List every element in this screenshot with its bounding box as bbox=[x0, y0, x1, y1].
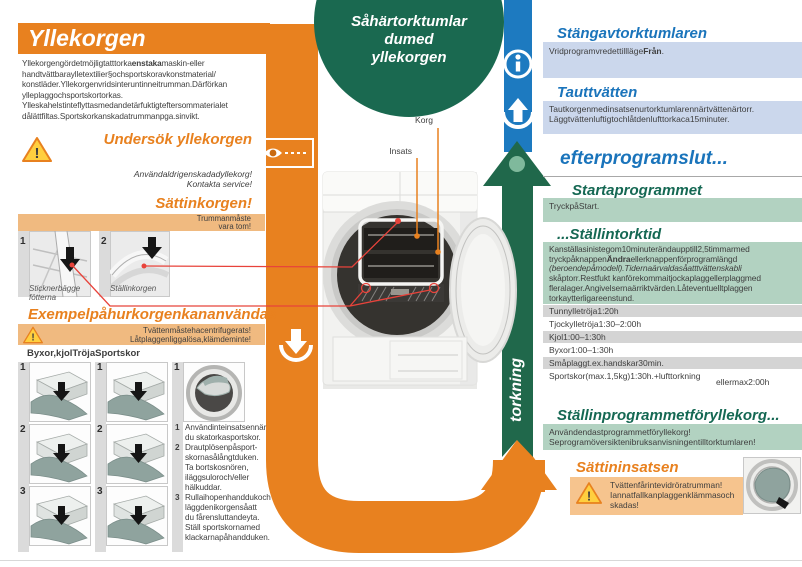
garment-columns-header: Byxor,kjolTröjaSportskor bbox=[27, 348, 140, 359]
photo1-number: 1 bbox=[20, 236, 26, 247]
heading-exempel: Exempelpåhurkorgenkananvändas bbox=[28, 306, 277, 323]
label-insats: Insats bbox=[389, 146, 412, 156]
sattin-note2: vara tom! bbox=[218, 222, 251, 231]
heading-efter-programslut: efterprogramslut... bbox=[560, 148, 728, 169]
s5-l5: fleralager.Angivelsernaärriktvärden.Låteventuelltplaggen bbox=[549, 282, 753, 293]
intro-l6: dålättfiltas.Sportskorkanskadatrummanpga.sinvikt. bbox=[22, 111, 200, 121]
photo1-caption-l1: Sticknerbägge bbox=[29, 284, 81, 293]
s5-l4: skåptorr.Restfukt kanförekommaitjockaplaggellerplaggmed bbox=[549, 273, 761, 284]
grid-num-c2r3: 3 bbox=[97, 486, 103, 497]
s2-l2: Läggtvättenluftigtochlåtdenlufttorkaca15minuter. bbox=[549, 114, 730, 124]
sportskor-steps-text: 1 Användinteinsatsennär du skatorkasportskor. 2 Drautplösenpåsport- skornasålångtduken. Ta bortskosnören, iläggsuloroch/eller hälkuddar. 3 Rullaihopenhanddukoch läggdenikorgensåatt du fårensluttandeyta. Ställ sportskornamed klackarnapåhandduken. bbox=[175, 423, 271, 542]
s1-post: . bbox=[661, 46, 664, 56]
undersok-warn1: Användaldrigenskadadyllekorg! bbox=[133, 169, 252, 179]
intro-l5: Ylleskahelstinteflyttasmedandetärfuktigteftersommaterialet bbox=[22, 101, 228, 111]
s5-l6: torkaytterligareenstund. bbox=[549, 292, 635, 303]
intro-l1-bold: enstaka bbox=[131, 59, 162, 68]
heading-ta-ut-tvatten: Tauttvätten bbox=[557, 84, 638, 101]
photo2-caption: Ställinkorgen bbox=[110, 284, 157, 293]
heading-stang-av: Stängavtorktumlaren bbox=[557, 25, 708, 42]
undersok-warn2: Kontakta service! bbox=[186, 179, 252, 189]
sattin-note1: Trummanmåste bbox=[196, 214, 251, 223]
table-row: Tjockylletröja1:30–2:00h bbox=[549, 319, 642, 329]
table-row: Småplaggt.ex.handskar30min. bbox=[543, 357, 802, 369]
s7-w1: Tvättenfårintevidröratrumman! bbox=[610, 480, 723, 490]
intro-l1-pre: Yllekorgengördetmöjligtatttorka bbox=[22, 59, 132, 68]
heading-stall-in-programmet: Ställinprogrammetföryllekorg... bbox=[557, 407, 780, 424]
svg-text:!: ! bbox=[34, 145, 40, 162]
svg-text:!: ! bbox=[31, 332, 35, 344]
photo2-number: 2 bbox=[101, 236, 107, 247]
panel-title: Yllekorgen bbox=[18, 23, 270, 54]
s5-l2-bold: Ändra bbox=[606, 253, 631, 264]
table-row: Sportskor(max.1,5kg)1:30h.+lufttorkning bbox=[549, 371, 701, 381]
heading-stall-in-torktid: ...Ställintorktid bbox=[557, 226, 662, 243]
heading-undersok-yllekorgen: Undersök yllekorgen bbox=[103, 131, 252, 148]
s5-l2-pre: tryckpåknappen bbox=[549, 253, 607, 264]
s5-l3: (beroendepåmodell).Tidernaärvaldasåatttvättenskabli bbox=[549, 263, 742, 274]
intro-l1-post: maskin-eller bbox=[161, 59, 205, 68]
grid-num-c1r2: 2 bbox=[20, 424, 26, 435]
heading-starta-programmet: Startaprogrammet bbox=[572, 182, 703, 199]
grid-num-c2r1: 1 bbox=[97, 362, 103, 373]
s6-l2: Seprogramöversiktenibruksanvisningentilltorktumlaren! bbox=[549, 437, 756, 447]
s6-l1: Användendastprogrammetföryllekorg! bbox=[549, 427, 691, 437]
heading-satt-in-korgen: Sättinkorgen! bbox=[155, 195, 252, 212]
s2-l1: Tautkorgenmedinsatsenurtorktumlarennärtvättenärtorr. bbox=[549, 104, 755, 114]
grid-num-c1r3: 3 bbox=[20, 486, 26, 497]
oval-line2: dumed bbox=[384, 31, 434, 48]
oval-line1: Såhärtorktumlar bbox=[351, 13, 467, 30]
red-leader-dots bbox=[70, 218, 402, 269]
table-row: Kjol1:00–1:30h bbox=[543, 331, 802, 343]
table-row-continuation: ellermax2:00h bbox=[716, 377, 770, 387]
oval-line3: yllekorgen bbox=[371, 49, 447, 66]
svg-text:!: ! bbox=[586, 488, 592, 504]
grid-num-c2r2: 2 bbox=[97, 424, 103, 435]
orange-label-lines bbox=[417, 128, 438, 251]
s7-w3: skadas! bbox=[610, 500, 639, 510]
s1-bold: Från bbox=[643, 46, 662, 56]
s4-body: TryckpåStart. bbox=[549, 201, 600, 211]
exempel-warn2: Låtplaggenliggalösa,klämdeminte! bbox=[130, 335, 251, 344]
s5-l2-post: ellerknappenförprogramlängd bbox=[630, 253, 738, 264]
grid-num-c1r1: 1 bbox=[20, 362, 26, 373]
label-korg: Korg bbox=[415, 115, 433, 125]
intro-l4: ylleplaggochsportskortorkas. bbox=[22, 90, 123, 100]
intro-l3: konstläder.Yllekorgenvridsinteruntinneitrumman.Därförkan bbox=[22, 80, 228, 90]
table-row: Tunnylletröja1:20h bbox=[543, 305, 802, 317]
s5-l1: Kanställasinistegom10minuterändaupptill2,5timmarmed bbox=[549, 244, 750, 254]
intro-l2: handtvättbaraylletextilier§ochsportskoravkonstmaterial/ bbox=[22, 69, 216, 79]
s1-pre: Vridprogramvredettillläge bbox=[549, 46, 644, 56]
grid-num-c3r1: 1 bbox=[174, 362, 180, 373]
red-leader-lines bbox=[72, 222, 439, 306]
photo1-caption-l2: fötterna bbox=[29, 293, 57, 302]
heading-satt-in-insatsen: Sättininsatsen bbox=[576, 459, 679, 476]
exempel-warn1: Tvättenmåstehacentrifugerats! bbox=[142, 326, 251, 335]
flow-label-torkning: torkning bbox=[508, 358, 525, 422]
s7-w2: Iannatfallkanplaggenklämmasoch bbox=[610, 490, 735, 500]
table-row: Byxor1:00–1:30h bbox=[549, 345, 614, 355]
